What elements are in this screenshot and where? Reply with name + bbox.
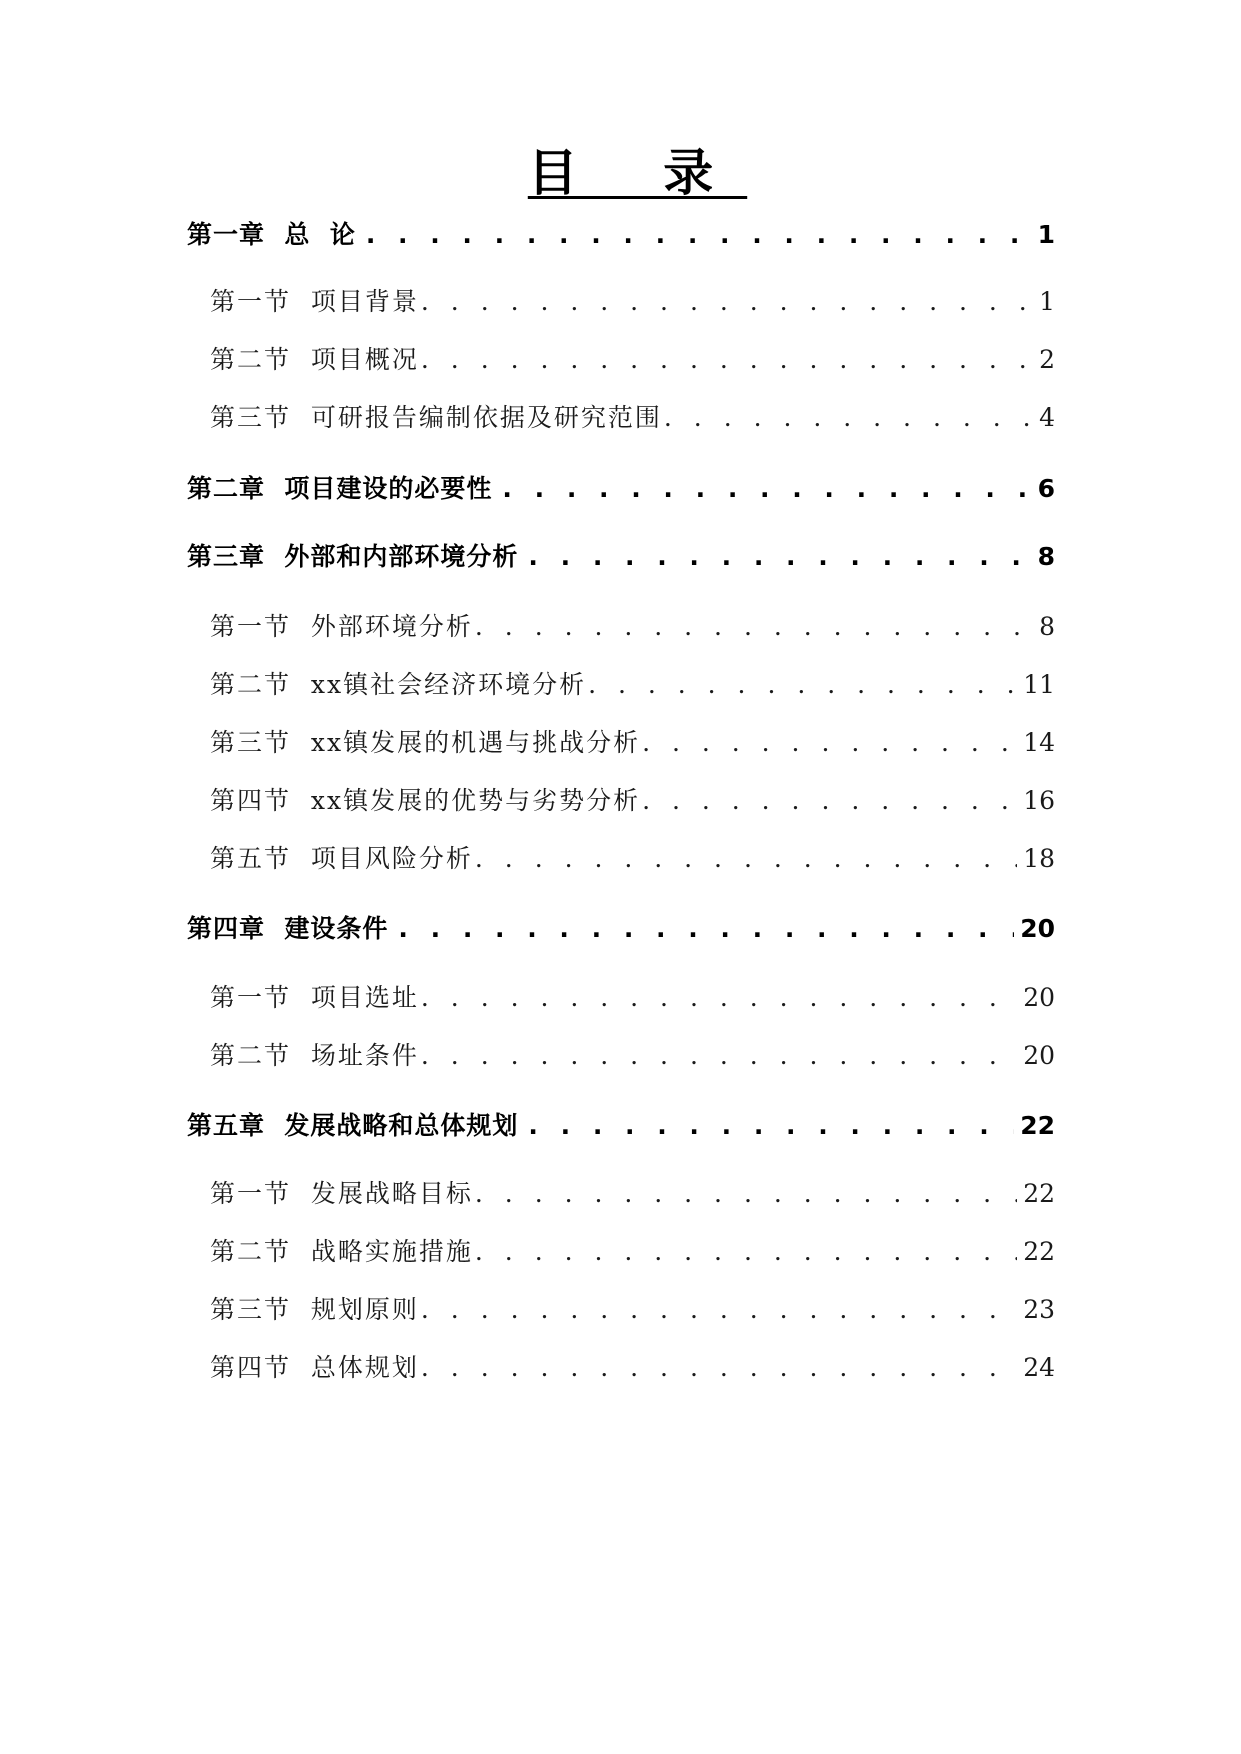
toc-page-number: 8 bbox=[1039, 612, 1055, 641]
toc-section-1-3[interactable] bbox=[210, 401, 1055, 435]
toc-section-1-1[interactable] bbox=[210, 285, 1055, 319]
toc-leader-dots bbox=[419, 1039, 1017, 1073]
toc-leader-dots bbox=[356, 218, 1032, 252]
toc-entry-label: 第五章 发展战略和总体规划 bbox=[187, 1111, 519, 1140]
toc-leader-dots bbox=[586, 668, 1017, 702]
toc-page-number: 1 bbox=[1039, 287, 1055, 316]
toc-leader-dots bbox=[640, 726, 1017, 760]
toc-entry-label: 第五节 项目风险分析 bbox=[210, 844, 473, 873]
toc-entry-label: 第四节 xx镇发展的优势与劣势分析 bbox=[210, 786, 641, 815]
toc-section-5-4[interactable] bbox=[210, 1351, 1055, 1385]
toc-page-number: 22 bbox=[1020, 1111, 1055, 1140]
toc-entry-label: 第三节 可研报告编制依据及研究范围 bbox=[210, 403, 662, 432]
toc-entry-label: 第一节 项目选址 bbox=[210, 983, 419, 1012]
toc-leader-dots bbox=[518, 1109, 1014, 1143]
toc-entry-label: 第一节 外部环境分析 bbox=[210, 612, 473, 641]
toc-section-3-3[interactable] bbox=[210, 726, 1055, 760]
toc-section-3-5[interactable] bbox=[210, 842, 1055, 876]
toc-leader-dots bbox=[419, 1293, 1017, 1327]
toc-section-5-1[interactable] bbox=[210, 1177, 1055, 1211]
toc-page-number: 20 bbox=[1023, 1041, 1055, 1070]
toc-entry-label: 第一节 发展战略目标 bbox=[210, 1179, 473, 1208]
toc-section-5-3[interactable] bbox=[210, 1293, 1055, 1327]
toc-chapter-5[interactable] bbox=[187, 1109, 1055, 1143]
toc-entry-label: 第二节 项目概况 bbox=[210, 345, 419, 374]
toc-leader-dots bbox=[388, 912, 1014, 946]
toc-leader-dots bbox=[473, 1235, 1017, 1269]
toc-section-3-4[interactable] bbox=[210, 784, 1055, 818]
toc-page-number: 20 bbox=[1020, 914, 1055, 943]
toc-leader-dots bbox=[640, 784, 1017, 818]
toc-section-4-1[interactable] bbox=[210, 981, 1055, 1015]
toc-leader-dots bbox=[419, 1351, 1017, 1385]
toc-leader-dots bbox=[662, 401, 1033, 435]
toc-leader-dots bbox=[473, 1177, 1017, 1211]
toc-page-number: 11 bbox=[1023, 670, 1055, 699]
toc-section-5-2[interactable] bbox=[210, 1235, 1055, 1269]
toc-entry-label: 第二节 场址条件 bbox=[210, 1041, 419, 1070]
toc-entry-label: 第一章 总 论 bbox=[187, 220, 356, 249]
page-title-text: 目 录 bbox=[527, 144, 748, 202]
toc-leader-dots bbox=[419, 343, 1033, 377]
toc-entry-label: 第三章 外部和内部环境分析 bbox=[187, 542, 519, 571]
toc-entry-label: 第四节 总体规划 bbox=[210, 1353, 419, 1382]
toc-page-number: 22 bbox=[1023, 1179, 1055, 1208]
toc-chapter-4[interactable] bbox=[187, 912, 1055, 946]
toc-leader-dots bbox=[473, 842, 1017, 876]
toc-chapter-3[interactable] bbox=[187, 540, 1055, 574]
toc-chapter-2[interactable] bbox=[187, 472, 1055, 506]
toc-section-4-2[interactable] bbox=[210, 1039, 1055, 1073]
toc-page-number: 4 bbox=[1039, 403, 1055, 432]
toc-page-number: 16 bbox=[1023, 786, 1055, 815]
toc-section-1-2[interactable] bbox=[210, 343, 1055, 377]
toc-page-number: 1 bbox=[1037, 220, 1055, 249]
toc-entry-label: 第二节 xx镇社会经济环境分析 bbox=[210, 670, 587, 699]
toc-page-number: 24 bbox=[1023, 1353, 1055, 1382]
toc-entry-label: 第二章 项目建设的必要性 bbox=[187, 474, 493, 503]
toc-leader-dots bbox=[492, 472, 1031, 506]
toc-leader-dots bbox=[518, 540, 1031, 574]
toc-page-number: 23 bbox=[1023, 1295, 1055, 1324]
toc-leader-dots bbox=[419, 285, 1033, 319]
toc-page-number: 18 bbox=[1023, 844, 1055, 873]
toc-page-number: 22 bbox=[1023, 1237, 1055, 1266]
toc-entry-label: 第三节 xx镇发展的机遇与挑战分析 bbox=[210, 728, 641, 757]
toc-entry-label: 第四章 建设条件 bbox=[187, 914, 389, 943]
toc-section-3-2[interactable] bbox=[210, 668, 1055, 702]
toc-entry-label: 第二节 战略实施措施 bbox=[210, 1237, 473, 1266]
toc-page-number: 20 bbox=[1023, 983, 1055, 1012]
toc-entry-label: 第一节 项目背景 bbox=[210, 287, 419, 316]
toc-page-number: 14 bbox=[1023, 728, 1055, 757]
toc-entry-label: 第三节 规划原则 bbox=[210, 1295, 419, 1324]
toc-page-number: 2 bbox=[1039, 345, 1055, 374]
toc-section-3-1[interactable] bbox=[210, 610, 1055, 644]
toc-chapter-1[interactable] bbox=[187, 218, 1055, 252]
toc-page-number: 6 bbox=[1037, 474, 1055, 503]
toc-leader-dots bbox=[419, 981, 1017, 1015]
toc-leader-dots bbox=[473, 610, 1033, 644]
toc-page-number: 8 bbox=[1037, 542, 1055, 571]
